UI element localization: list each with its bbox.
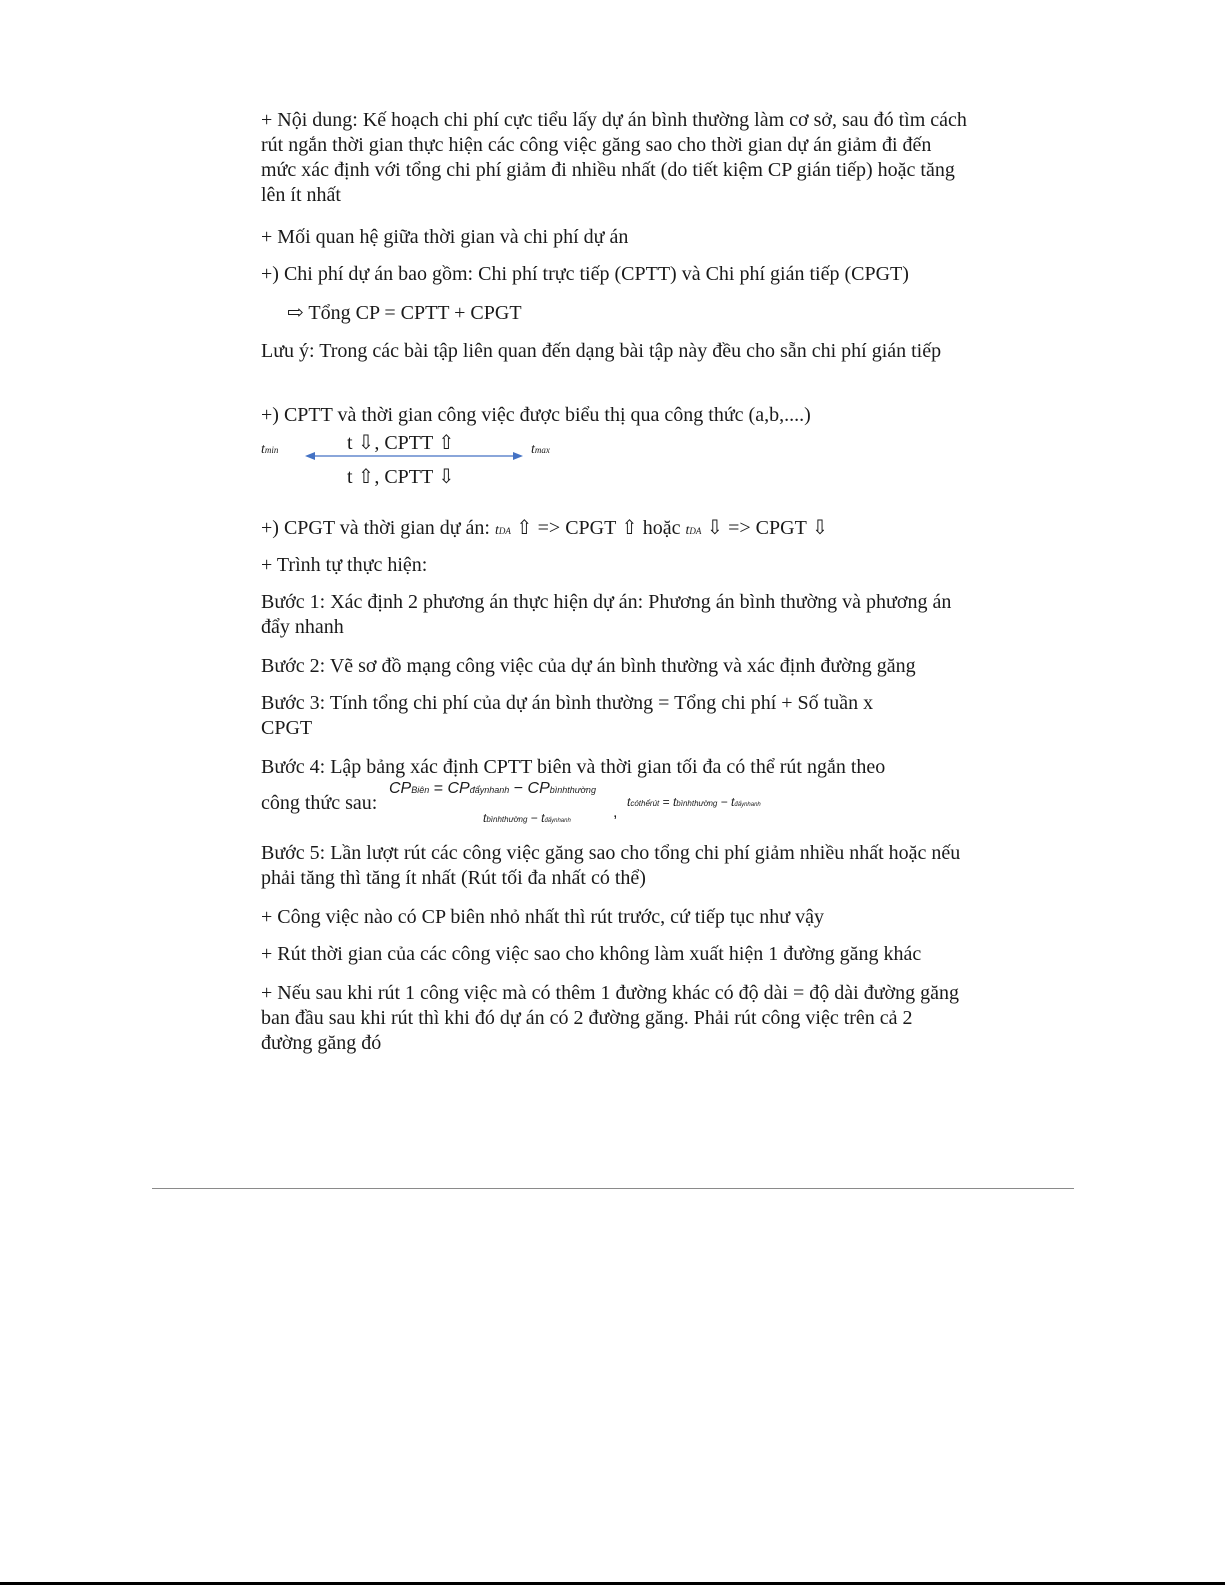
step-4: Bước 4: Lập bảng xác định CPTT biên và thời gian tối đa có thể rút ngắn theo <box>261 756 886 778</box>
relation-heading: + Mối quan hệ giữa thời gian và chi phí dự án <box>261 226 629 248</box>
rule-2: + Rút thời gian của các công việc sao cho không làm xuất hiện 1 đường găng khác <box>261 943 922 965</box>
tmin-label: tmin <box>261 442 279 457</box>
step-2: Bước 2: Vẽ sơ đồ mạng công việc của dự án bình thường và xác định đường găng <box>261 655 916 677</box>
step-3: Bước 3: Tính tổng chi phí của dự án bình thường = Tổng chi phí + Số tuần x CPGT <box>261 692 874 739</box>
double-arrow-icon <box>305 450 523 462</box>
reducible-time-formula: tcóthểrút = tbìnhthường − tđẩynhanh <box>627 795 761 809</box>
cpgt-relation: +) CPGT và thời gian dự án: tDA ⇧ => CPGT ⇧ hoặc tDA ⇩ => CPGT ⇩ <box>261 517 829 539</box>
procedure-heading: + Trình tự thực hiện: <box>261 554 428 576</box>
total-cost-formula: ⇨ Tổng CP = CPTT + CPGT <box>287 302 522 324</box>
step-4-formula-label: công thức sau: <box>261 792 378 814</box>
rule-1: + Công việc nào có CP biên nhỏ nhất thì rút trước, cứ tiếp tục như vậy <box>261 906 824 928</box>
content-paragraph: + Nội dung: Kế hoạch chi phí cực tiểu lấy dự án bình thường làm cơ sở, sau đó tìm cách rút ngắn thời gian thực hiện các công việc găng sao cho thời gian dự án giảm đi đến mức xác định với tổng chi phí giảm đi nhiều nhất (do tiết kiệm CP gián tiếp) hoặc tăng lên ít nhất <box>261 109 967 206</box>
step-1: Bước 1: Xác định 2 phương án thực hiện dự án: Phương án bình thường và phương án đẩy nhanh <box>261 591 952 638</box>
bottom-relation: t ⇧, CPTT ⇩ <box>347 466 455 488</box>
note-paragraph: Lưu ý: Trong các bài tập liên quan đến dạng bài tập này đều cho sẵn chi phí gián tiếp <box>261 340 942 362</box>
step-5: Bước 5: Lần lượt rút các công việc găng sao cho tổng chi phí giảm nhiều nhất hoặc nếu phải tăng thì tăng ít nhất (Rút tối đa nhất có thể) <box>261 842 961 889</box>
cptt-relation: +) CPTT và thời gian công việc được biểu thị qua công thức (a,b,....) <box>261 404 811 426</box>
marginal-cost-denominator: tbìnhthường − tđẩynhanh <box>483 811 571 825</box>
formula-comma: , <box>613 804 618 821</box>
top-relation: t ⇩, CPTT ⇧ <box>347 432 455 454</box>
rule-3: + Nếu sau khi rút 1 công việc mà có thêm 1 đường khác có độ dài = độ dài đường găng ban đầu sau khi rút thì khi đó dự án có 2 đường găng. Phải rút công việc trên cả 2 đường găng đó <box>261 982 960 1054</box>
page-divider <box>152 1188 1074 1189</box>
tmax-label: tmax <box>531 442 550 457</box>
marginal-cost-numerator: CPBiên = CPđẩynhanh − CPbìnhthường <box>389 780 596 797</box>
cost-components: +) Chi phí dự án bao gồm: Chi phí trực tiếp (CPTT) và Chi phí gián tiếp (CPGT) <box>261 263 909 285</box>
